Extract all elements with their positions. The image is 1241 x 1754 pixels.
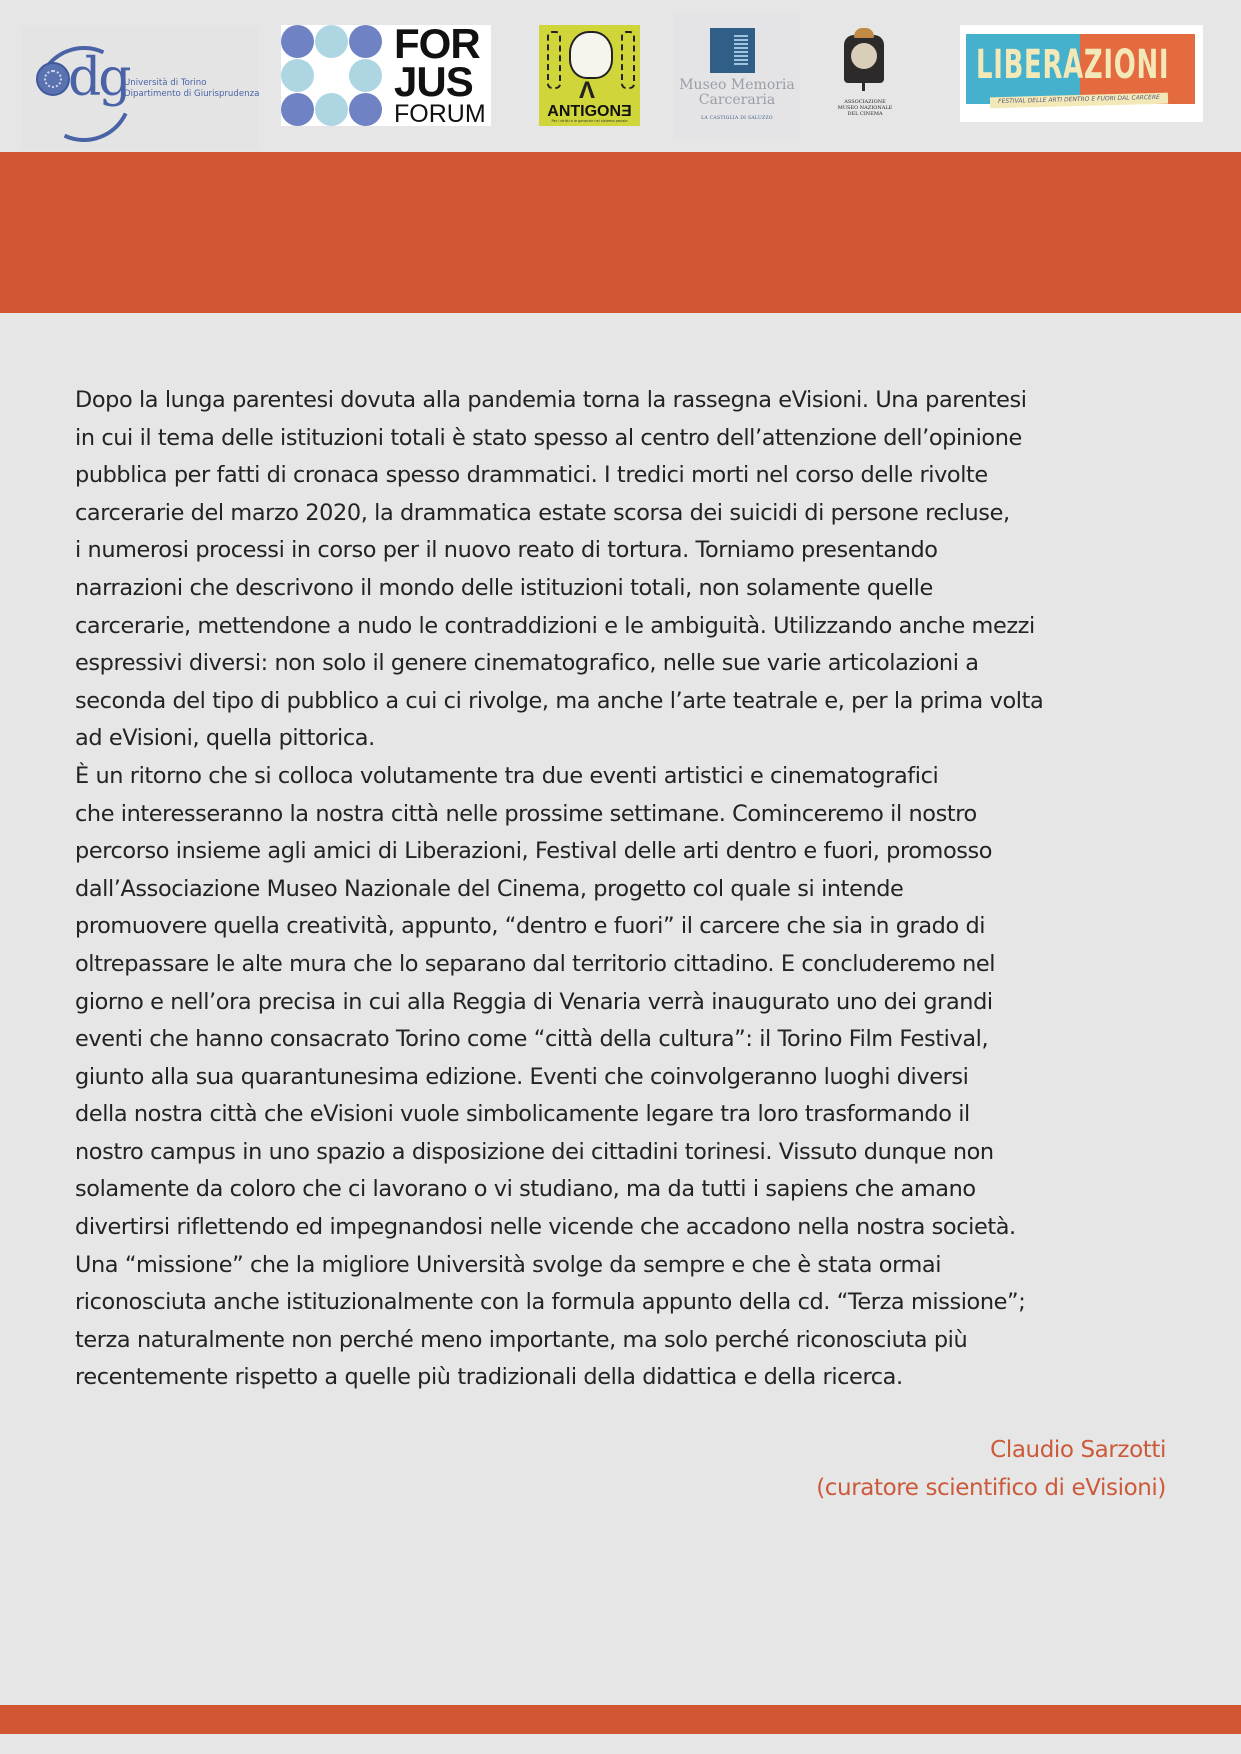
signature: [816, 1432, 1166, 1507]
cinema-line3: DEL CINEMA: [847, 111, 883, 117]
article-line: riconosciuta anche istituzionalmente con la formula appunto della cd. “Terza missione”;: [75, 1289, 1026, 1316]
article-line: i numerosi processi in corso per il nuovo reato di tortura. Torniamo presentando: [75, 537, 938, 564]
museo-name: [674, 78, 800, 108]
forjus-line1: FOR: [394, 20, 480, 67]
museo-building-icon: [710, 28, 755, 73]
article-line: carcerarie del marzo 2020, la drammatica estate scorsa dei suicidi di persone recluse,: [75, 499, 1010, 526]
signature-name: Claudio Sarzotti: [990, 1437, 1166, 1463]
article-line: percorso insieme agli amici di Liberazioni, Festival delle arti dentro e fuori, promosso: [75, 838, 993, 865]
article-line: promuovere quella creatività, appunto, “dentro e fuori” il carcere che sia in grado di: [75, 913, 986, 940]
liberazioni-title: LIBERAZIONI: [976, 42, 1170, 88]
university-seal-icon: [36, 62, 70, 96]
article-line: espressivi diversi: non solo il genere cinematografico, nelle sue varie articolazioni a: [75, 650, 979, 677]
moon-icon: [851, 43, 877, 69]
forjus-text: [394, 20, 486, 128]
article-line: carcerarie, mettendone a nudo le contraddizioni e le ambiguità. Utilizzando anche mezzi: [75, 612, 1035, 639]
dot-icon: [281, 59, 314, 92]
figure-leg-icon: [862, 81, 865, 91]
article-line: oltrepassare le alte mura che lo separano dal territorio cittadino. E concluderemo nel: [75, 950, 996, 977]
article-line: solamente da coloro che ci lavorano o vi studiano, ma da tutti i sapiens che amano: [75, 1176, 976, 1203]
figure-head-icon: [854, 28, 874, 38]
dot-icon: [315, 93, 348, 126]
unito-giurisprudenza-logo: [22, 26, 258, 150]
unito-logo-text: [124, 78, 259, 100]
dot-icon: [349, 93, 382, 126]
unito-line1: Università di Torino: [124, 78, 207, 88]
chain-icon: [621, 31, 635, 89]
article-line: recentemente rispetto a quelle più tradizionali della didattica e della ricerca.: [75, 1364, 903, 1391]
museo-tagline: LA CASTIGLIA DI SALUZZO: [701, 116, 773, 121]
article-line: pubblica per fatti di cronaca spesso drammatici. I tredici morti nel corso delle rivolte: [75, 462, 988, 489]
article-line: seconda del tipo di pubblico a cui ci rivolge, ma anche l’arte teatrale e, per la prima volta: [75, 687, 1044, 714]
article-line: ad eVisioni, quella pittorica.: [75, 725, 375, 752]
dot-icon: [281, 93, 314, 126]
article-line: narrazioni che descrivono il mondo delle istituzioni totali, non solamente quelle: [75, 574, 933, 601]
forjus-line2: JUS: [394, 57, 473, 105]
liberazioni-tagline: FESTIVAL DELLE ARTI DENTRO E FUORI DAL CARCERE: [998, 93, 1160, 106]
article-line: nostro campus in uno spazio a disposizione dei cittadini torinesi. Vissuto dunque non: [75, 1138, 994, 1165]
cinema-line2: MUSEO NAZIONALE: [837, 105, 893, 111]
liberazioni-logo: [960, 25, 1203, 122]
museo-memoria-carceraria-logo: [674, 12, 800, 138]
lambda-icon: Λ: [579, 77, 596, 104]
footer-accent-band: [0, 1705, 1241, 1734]
dot-icon: [349, 59, 382, 92]
museo-line2: Carceraria: [698, 92, 776, 108]
forjus-forum-logo: [281, 20, 491, 128]
cinema-logo-text: [830, 99, 900, 117]
article-body: [75, 382, 1185, 1397]
antigone-tagline: Per i diritti e le garanzie nel sistema penale: [551, 119, 628, 123]
article-line: terza naturalmente non perché meno importante, ma solo perché riconosciuta più: [75, 1326, 968, 1353]
forjus-line3: FORUM: [394, 99, 486, 128]
museo-line1: Museo Memoria: [679, 77, 795, 93]
dot-icon: [349, 25, 382, 58]
header-accent-band: [0, 152, 1241, 313]
article-line: eventi che hanno consacrato Torino come “città della cultura”: il Torino Film Festival,: [75, 1026, 989, 1053]
dot-icon: [315, 25, 348, 58]
article-line: dall’Associazione Museo Nazionale del Cinema, progetto col quale si intende: [75, 875, 904, 902]
unito-line2: Dipartimento di Giurisprudenza: [124, 89, 260, 99]
signature-role: (curatore scientifico di eVisioni): [816, 1474, 1166, 1501]
antigone-face-icon: [569, 31, 613, 79]
museo-nazionale-cinema-logo: [830, 25, 920, 125]
chain-icon: [547, 31, 561, 89]
antigone-logo: [539, 25, 640, 126]
dot-icon: [281, 25, 314, 58]
article-line: È un ritorno che si colloca volutamente tra due eventi artistici e cinematografici: [75, 762, 939, 789]
article-line: giunto alla sua quarantunesima edizione. Eventi che coinvolgeranno luoghi diversi: [75, 1063, 969, 1090]
article-line: che interesseranno la nostra città nelle prossime settimane. Cominceremo il nostro: [75, 800, 977, 827]
article-line: della nostra città che eVisioni vuole simbolicamente legare tra loro trasformando il: [75, 1101, 970, 1128]
dg-mark: dg: [68, 48, 129, 108]
article-line: Dopo la lunga parentesi dovuta alla pandemia torna la rassegna eVisioni. Una parentesi: [75, 387, 1027, 413]
article-line: divertirsi riflettendo ed impegnandosi nelle vicende che accadono nella nostra società.: [75, 1214, 1016, 1241]
article-line: giorno e nell’ora precisa in cui alla Reggia di Venaria verrà inaugurato uno dei grandi: [75, 988, 993, 1015]
logo-bar: [0, 0, 1241, 152]
antigone-name: ANTIGONƎ: [547, 103, 632, 120]
cinema-line1: ASSOCIAZIONE: [844, 99, 886, 105]
article-line: in cui il tema delle istituzioni totali è stato spesso al centro dell’attenzione dell’opinione: [75, 424, 1022, 451]
article-line: Una “missione” che la migliore Università svolge da sempre e che è stata ormai: [75, 1251, 942, 1278]
